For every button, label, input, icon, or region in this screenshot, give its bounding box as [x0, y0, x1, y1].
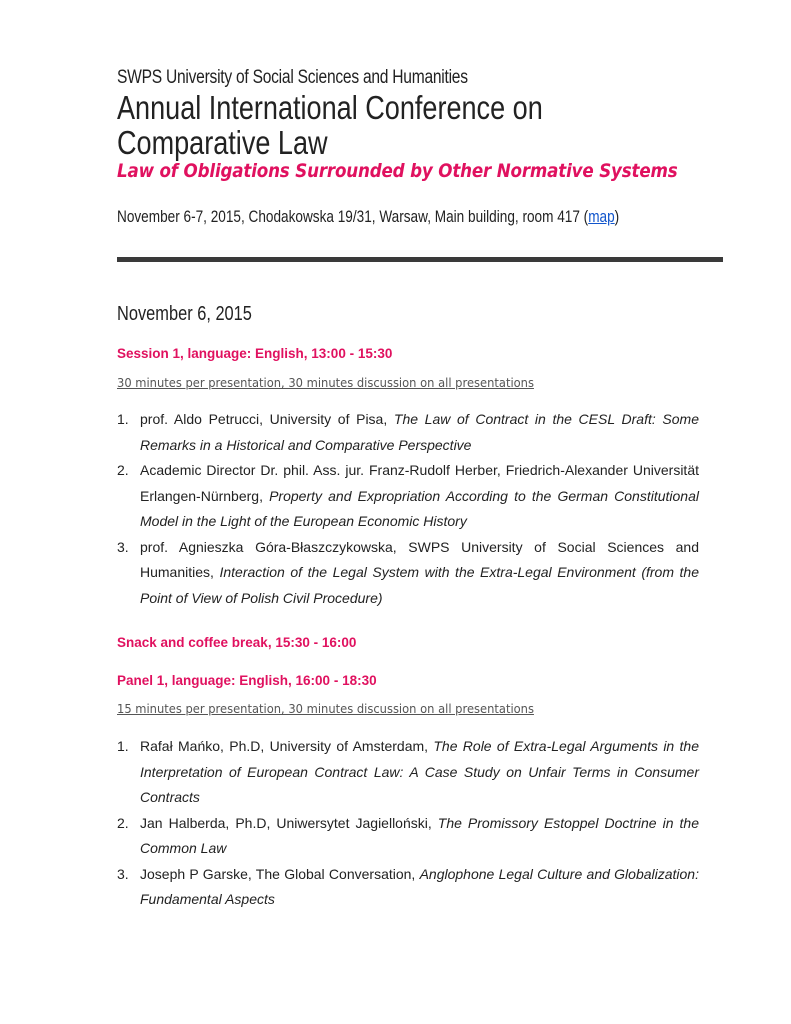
item-author: Joseph P Garske, The Global Conversation, [140, 865, 420, 882]
location-text: November 6-7, 2015, Chodakowska 19/31, Warsaw, Main building, room 417 ( [117, 207, 589, 226]
item-author: Rafał Mańko, Ph.D, University of Amsterdam, [140, 738, 434, 754]
session1-note: 30 minutes per presentation, 30 minutes discussion on all presentations [117, 375, 534, 390]
university-name: SWPS University of Social Sciences and Humanities [117, 67, 468, 88]
item-author: Jan Halberda, Ph.D, Uniwersytet Jagielloński, [140, 814, 438, 831]
item-title: The Promissory Estoppel Doctrine in the Common Law [140, 814, 699, 856]
break-heading: Snack and coffee break, 15:30 - 16:00 [117, 635, 357, 650]
item-title: The Law of Contract in the CESL Draft: Some Remarks in a Historical and Comparative Perspective [140, 411, 699, 453]
item-number: 1. [117, 738, 129, 754]
map-link[interactable]: map [588, 207, 615, 226]
item-number: 3. [117, 865, 129, 882]
list-item [117, 458, 699, 535]
session1-list [117, 407, 699, 611]
panel1-list [117, 734, 699, 913]
session1-heading: Session 1, language: English, 13:00 - 15:30 [117, 346, 393, 361]
list-item [117, 862, 699, 913]
location-close: ) [614, 207, 620, 226]
item-title: Anglophone Legal Culture and Globalization: Fundamental Aspects [140, 865, 699, 907]
list-item [117, 811, 699, 862]
item-title: Property and Expropriation According to the German Constitutional Model in the Light of the European Economic History [140, 487, 699, 529]
item-number: 2. [117, 462, 129, 478]
item-title: Interaction of the Legal System with the Extra-Legal Environment (from the Point of View of Polish Civil Procedure) [140, 564, 699, 606]
item-author: prof. Agnieszka Góra-Błaszczykowska, SWPS University of Social Sciences and Humanities, [140, 538, 699, 580]
divider-rule [117, 257, 723, 262]
list-item [117, 535, 699, 612]
conference-title: Annual International Conference on Comparative Law [117, 89, 543, 161]
location-line [117, 207, 619, 227]
list-item [117, 407, 699, 458]
item-author: Academic Director Dr. phil. Ass. jur. Franz-Rudolf Herber, Friedrich-Alexander Universität Erlangen-Nürnberg, [140, 462, 699, 504]
item-number: 1. [117, 411, 129, 427]
day-date: November 6, 2015 [117, 303, 252, 325]
item-number: 2. [117, 814, 129, 831]
panel1-note: 15 minutes per presentation, 30 minutes discussion on all presentations [117, 701, 534, 716]
conference-subtitle: Law of Obligations Surrounded by Other Normative Systems [117, 160, 678, 182]
panel1-heading: Panel 1, language: English, 16:00 - 18:30 [117, 673, 377, 688]
item-author: prof. Aldo Petrucci, University of Pisa, [140, 411, 394, 427]
item-number: 3. [117, 538, 129, 555]
item-title: The Role of Extra-Legal Arguments in the Interpretation of European Contract Law: A Case Study on Unfair Terms in Consumer Contracts [140, 738, 700, 805]
list-item [117, 734, 699, 811]
